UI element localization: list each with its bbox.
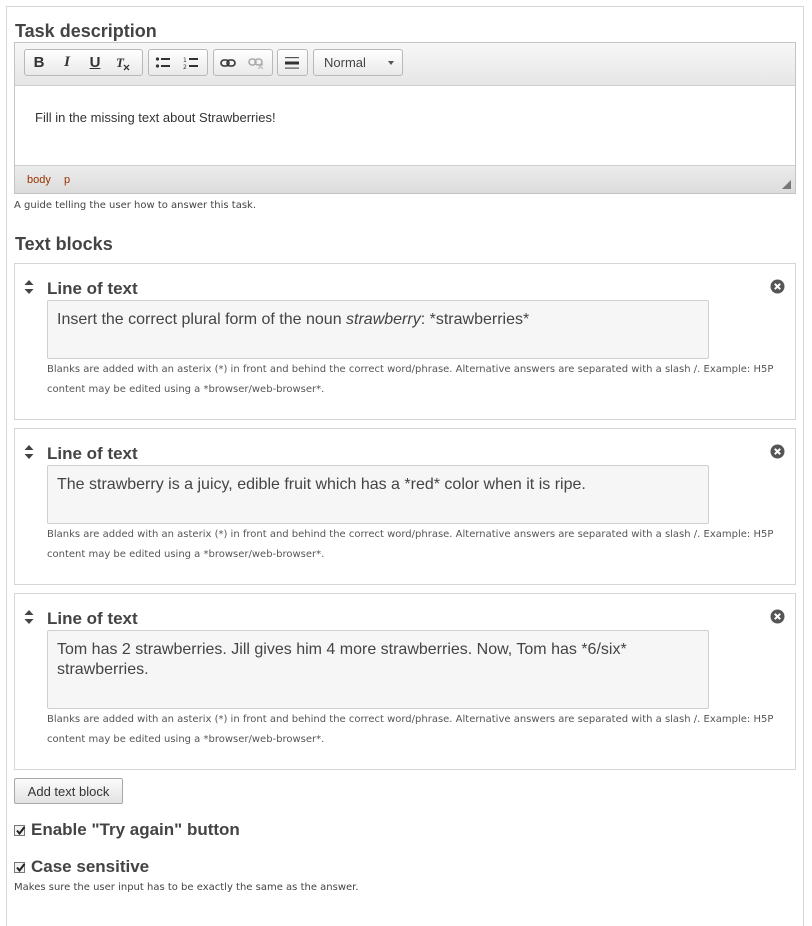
remove-format-button[interactable] xyxy=(109,50,137,75)
path-tag-body[interactable]: body xyxy=(27,174,51,186)
text-block-1 xyxy=(14,263,796,420)
bold-button[interactable]: B xyxy=(33,54,45,71)
editor-content-area[interactable] xyxy=(15,86,795,166)
text-block-label: Line of text xyxy=(47,609,138,628)
text-block-3 xyxy=(14,593,796,770)
editor-toolbar xyxy=(15,43,795,86)
editor-content-text: Fill in the missing text about Strawberries! xyxy=(35,110,276,125)
case-sensitive-label: Case sensitive xyxy=(31,857,150,876)
checkmark-icon xyxy=(15,862,26,873)
italic-button[interactable]: I xyxy=(64,54,70,70)
text-line-input[interactable]: The strawberry is a juicy, edible fruit which has a *red* color when it is ripe. xyxy=(47,465,709,524)
text-blocks-heading: Text blocks xyxy=(15,234,113,254)
rich-text-editor xyxy=(14,42,796,194)
bulleted-list-icon xyxy=(155,56,171,70)
task-description-help: A guide telling the user how to answer this task. xyxy=(14,200,256,211)
svg-text:2: 2 xyxy=(183,63,187,70)
svg-text:1: 1 xyxy=(183,56,187,64)
editor-statusbar xyxy=(15,165,795,193)
horizontal-line-icon xyxy=(284,56,300,70)
resize-handle-icon[interactable] xyxy=(782,180,791,189)
case-sensitive-help: Makes sure the user input has to be exactly the same as the answer. xyxy=(14,882,359,893)
text-line-input[interactable]: Insert the correct plural form of the noun strawberry: *strawberries* xyxy=(47,300,709,359)
svg-text:T: T xyxy=(116,54,124,70)
text-block-2 xyxy=(14,428,796,585)
unlink-icon xyxy=(248,57,264,69)
add-text-block-button[interactable]: Add text block xyxy=(14,778,123,804)
text-block-help: Blanks are added with an asterix (*) in front and behind the correct word/phrase. Alternative answers are separated with a slash /. Example: H5P content may be edited using a *browser/web-browser*. xyxy=(47,714,774,745)
format-dropdown[interactable] xyxy=(313,49,403,76)
list-group xyxy=(148,49,208,76)
text-block-label: Line of text xyxy=(47,279,138,298)
chevron-down-icon xyxy=(388,61,394,65)
text-block-help: Blanks are added with an asterix (*) in front and behind the correct word/phrase. Alternative answers are separated with a slash /. Example: H5P content may be edited using a *browser/web-browser*. xyxy=(47,364,774,395)
hr-group xyxy=(277,49,308,76)
basic-style-group xyxy=(24,49,143,76)
remove-block-icon[interactable] xyxy=(770,444,785,459)
path-tag-p[interactable]: p xyxy=(64,174,71,186)
drag-handle-icon[interactable] xyxy=(24,445,34,459)
try-again-option[interactable] xyxy=(14,820,240,840)
horizontal-line-button[interactable] xyxy=(278,50,306,75)
text-block-help: Blanks are added with an asterix (*) in front and behind the correct word/phrase. Alternative answers are separated with a slash /. Example: H5P content may be edited using a *browser/web-browser*. xyxy=(47,529,774,560)
link-group xyxy=(213,49,273,76)
checkmark-icon xyxy=(15,825,26,836)
drag-handle-icon[interactable] xyxy=(24,610,34,624)
drag-handle-icon[interactable] xyxy=(24,280,34,294)
link-button[interactable] xyxy=(214,50,242,75)
remove-format-icon xyxy=(115,55,131,71)
try-again-label: Enable "Try again" button xyxy=(31,820,240,839)
unlink-button[interactable] xyxy=(242,50,270,75)
text-block-label: Line of text xyxy=(47,444,138,463)
underline-button[interactable]: U xyxy=(89,54,101,71)
link-icon xyxy=(220,58,236,68)
try-again-checkbox[interactable] xyxy=(14,825,25,836)
numbered-list-icon xyxy=(183,56,199,70)
case-sensitive-option[interactable] xyxy=(14,857,149,877)
text-line-input[interactable]: Tom has 2 strawberries. Jill gives him 4 more strawberries. Now, Tom has *6/six* strawberries. xyxy=(47,630,709,709)
case-sensitive-checkbox[interactable] xyxy=(14,862,25,873)
bulleted-list-button[interactable] xyxy=(149,50,177,75)
numbered-list-button[interactable] xyxy=(177,50,205,75)
remove-block-icon[interactable] xyxy=(770,279,785,294)
format-dropdown-value: Normal xyxy=(324,55,366,70)
remove-block-icon[interactable] xyxy=(770,609,785,624)
task-description-heading: Task description xyxy=(15,21,157,41)
